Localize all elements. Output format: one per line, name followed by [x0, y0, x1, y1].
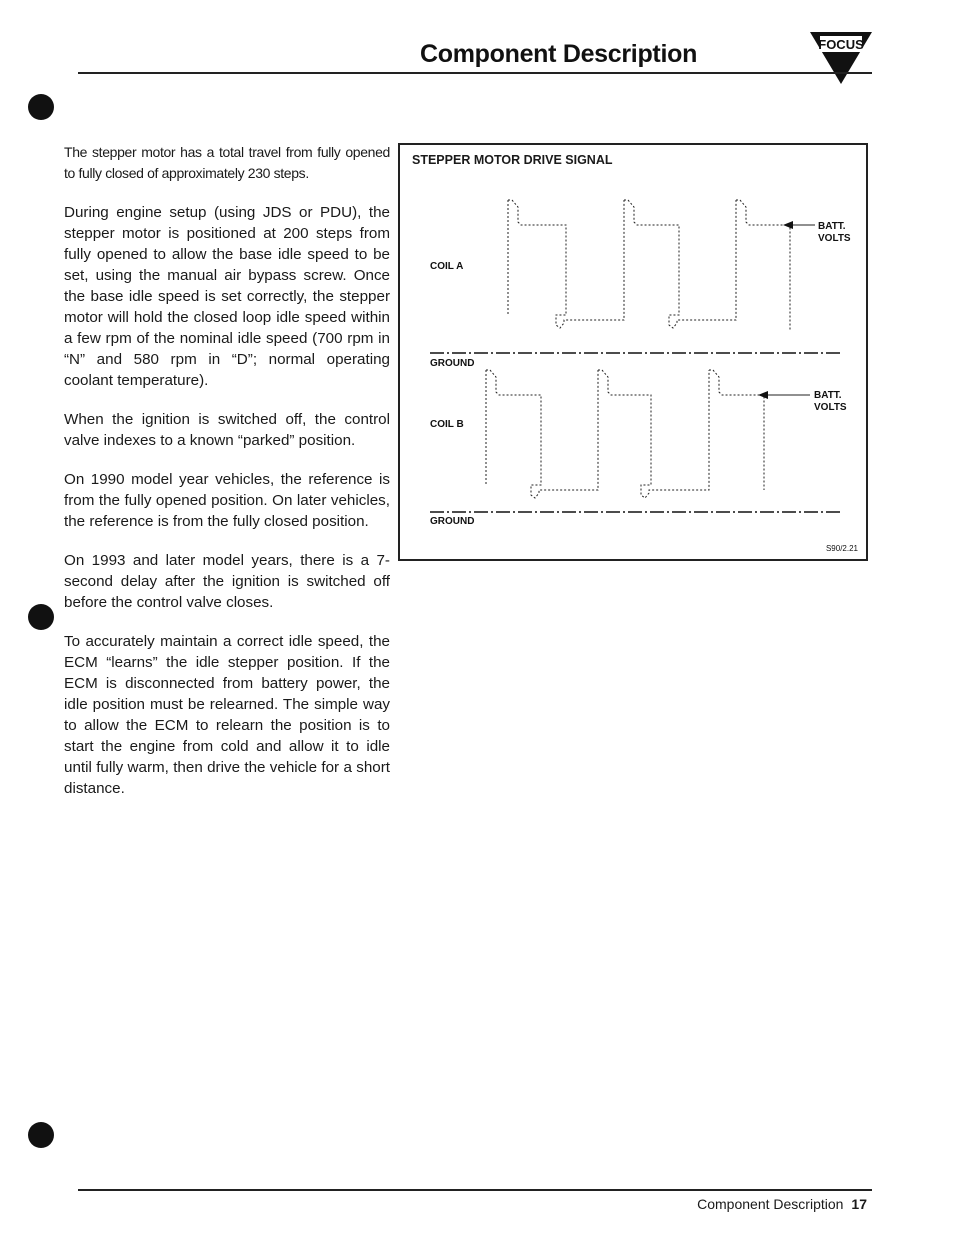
- batt-arrow-head-a: [783, 221, 793, 229]
- margin-bullet: [28, 1122, 54, 1148]
- ground-label-a: GROUND: [430, 358, 475, 369]
- paragraph-engine-setup: During engine setup (using JDS or PDU), the stepper motor is positioned at 200 steps from fully opened to allow the base idle speed to be set, using the manual air bypass screw. Once the base idle speed is set correctly, the stepper motor will hold the closed loop idle speed within a few rpm of the nominal idle speed (700 rpm in “N” and 580 rpm in “D”; normal operating coolant temperature).: [64, 204, 390, 389]
- footer-rule: [78, 1189, 872, 1191]
- batt-arrow-head-b: [758, 391, 768, 399]
- batt-volts-label-b-line1: BATT.: [814, 390, 842, 401]
- page-header-title: Component Description: [420, 40, 698, 68]
- paragraph-model-year-1990: On 1990 model year vehicles, the reference is from the fully opened position. On later vehicles, the reference is from the fully closed position.: [64, 471, 390, 530]
- coil-a-waveform: [508, 200, 790, 330]
- body-text-column: [64, 142, 390, 817]
- focus-logo: [808, 30, 874, 86]
- stepper-motor-figure: [398, 143, 868, 561]
- paragraph-idle-learning: To accurately maintain a correct idle speed, the ECM “learns” the idle stepper position. If the ECM is disconnected from battery power, the idle position must be relearned. The simple way to allow the ECM to relearn the position is to start the engine from cold and allow it to idle until fully warm, then drive the vehicle for a short distance.: [64, 633, 390, 797]
- figure-reference: S90/2.21: [825, 544, 858, 553]
- paragraph-ignition-off: When the ignition is switched off, the control valve indexes to a known “parked” position.: [64, 411, 390, 449]
- figure-title: STEPPER MOTOR DRIVE SIGNAL: [412, 153, 613, 167]
- coil-b-label: COIL B: [430, 419, 464, 430]
- margin-bullet: [28, 94, 54, 120]
- batt-volts-label-a-line1: BATT.: [818, 221, 846, 232]
- focus-logo-text: FOCUS: [818, 37, 864, 52]
- batt-volts-label-a-line2: VOLTS: [818, 233, 851, 244]
- margin-bullet: [28, 604, 54, 630]
- coil-b-waveform: [486, 370, 764, 498]
- coil-a-label: COIL A: [430, 261, 464, 272]
- batt-volts-label-b-line2: VOLTS: [814, 402, 847, 413]
- ground-label-b: GROUND: [430, 516, 475, 527]
- paragraph-model-year-1993: On 1993 and later model years, there is a 7-second delay after the ignition is switched off before the control valve closes.: [64, 552, 390, 611]
- stepper-signal-diagram: [400, 145, 866, 559]
- footer-label: Component Description: [697, 1196, 844, 1212]
- page-number: 17: [851, 1196, 867, 1212]
- header-rule: [78, 72, 872, 74]
- page-footer: [697, 1196, 867, 1212]
- paragraph-stepper-travel: The stepper motor has a total travel from fully opened to fully closed of approximately 230 steps.: [64, 144, 390, 181]
